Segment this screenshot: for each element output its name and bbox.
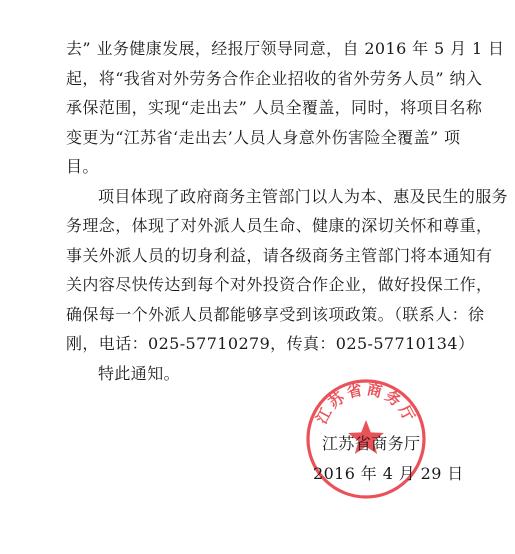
svg-text:江苏省商务厅: 江苏省商务厅	[312, 380, 420, 427]
body-line: 去” 业务健康发展，经报厅领导同意，自 2016 年 5 月 1 日	[66, 39, 505, 58]
body-line: 项目体现了政府商务主管部门以人为本、惠及民生的服务	[98, 187, 509, 206]
closing-line: 特此通知。	[98, 364, 181, 383]
body-line: 关内容尽快传达到每个对外投资合作企业，做好投保工作，	[66, 275, 493, 294]
body-line: 承保范围，实现“走出去” 人员全覆盖，同时，将项目名称	[66, 98, 483, 117]
signing-date: 2016 年 4 月 29 日	[313, 464, 464, 483]
body-line: 务理念，体现了对外派人员生命、健康的深切关怀和尊重，	[66, 216, 493, 235]
body-line: 变更为“江苏省‘走出去’人员人身意外伤害险全覆盖” 项	[66, 128, 461, 147]
body-line: 事关外派人员的切身利益，请各级商务主管部门将本通知有	[66, 246, 493, 265]
body-line: 确保每一个外派人员都能够享受到该项政策。（联系人：徐	[66, 305, 485, 324]
body-line: 刚，电话：025-57710279，传真：025-57710134）	[66, 334, 475, 353]
body-line: 起，将“我省对外劳务合作企业招收的省外劳务人员” 纳入	[66, 69, 483, 88]
body-line: 目。	[66, 157, 99, 176]
signing-organization: 江苏省商务厅	[322, 434, 421, 453]
